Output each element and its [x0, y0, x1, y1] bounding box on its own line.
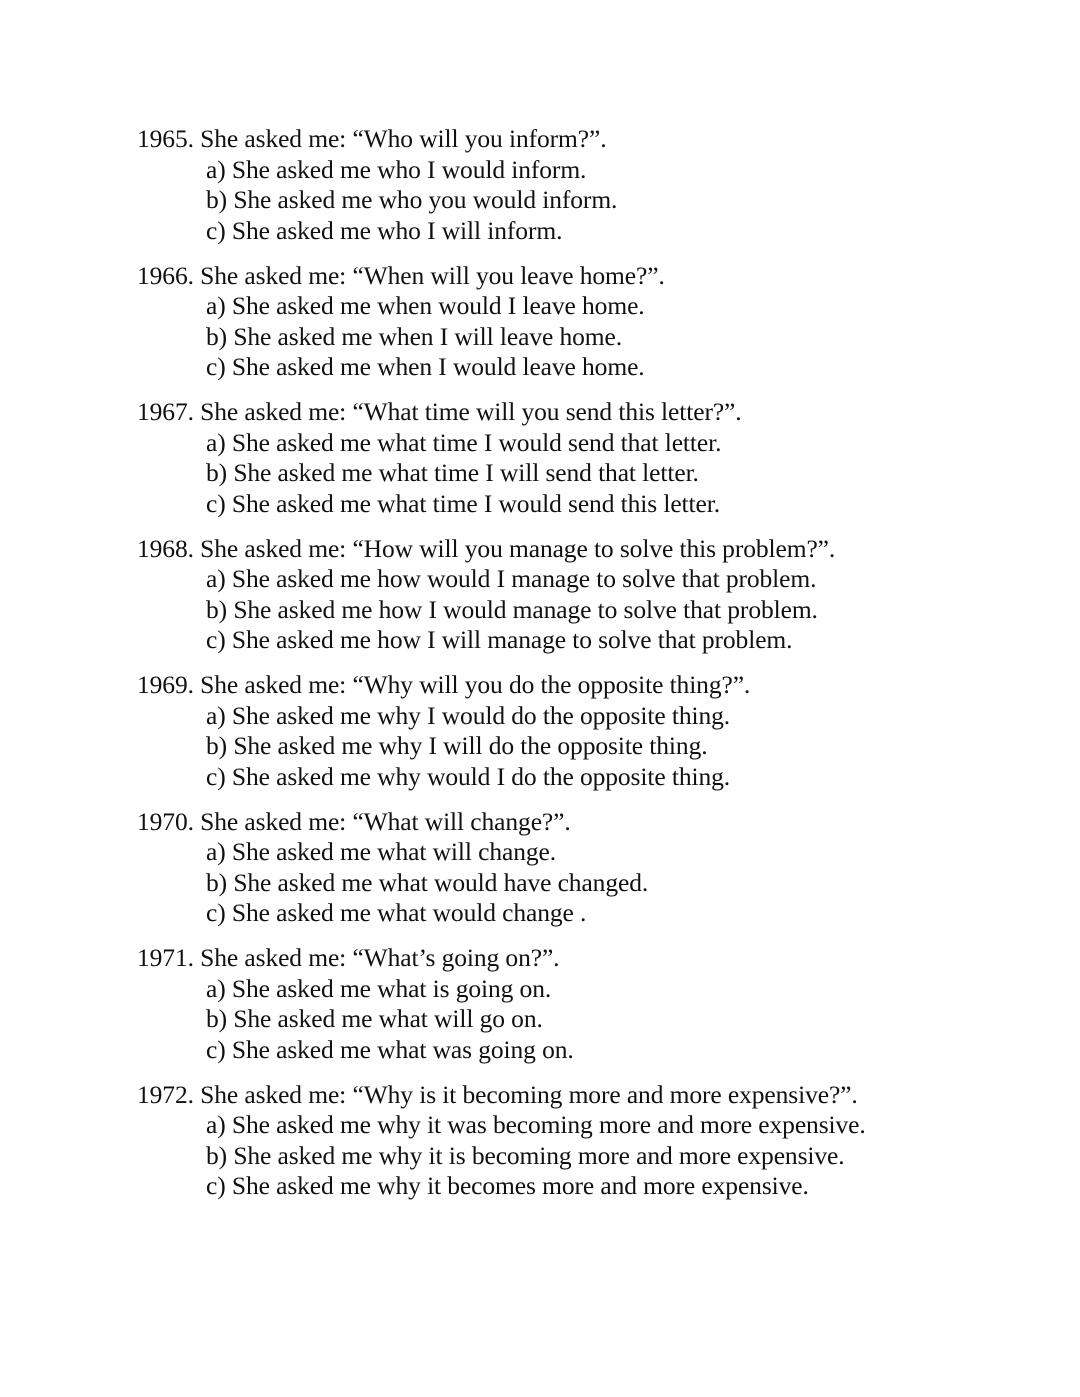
- question-text: She asked me: “Why is it becoming more and more expensive?”.: [200, 1079, 858, 1109]
- question-prompt: [137, 534, 1037, 565]
- option-b: b) She asked me what would have changed.: [206, 867, 649, 897]
- option-b: b) She asked me who you would inform.: [206, 185, 618, 214]
- question-text: She asked me: “How will you manage to solve this problem?”.: [200, 533, 836, 563]
- option-a: a) She asked me why it was becoming more and more expensive.: [206, 1110, 866, 1139]
- question-prompt: [137, 124, 1037, 155]
- question-1969: [137, 670, 1037, 792]
- question-1968: [137, 534, 1037, 656]
- option-c: c) She asked me why it becomes more and more expensive.: [206, 1171, 809, 1200]
- option-b: b) She asked me how I would manage to solve that problem.: [206, 594, 818, 624]
- question-number: 1970.: [137, 806, 194, 836]
- question-1971: [137, 943, 1037, 1065]
- option-a: a) She asked me what is going on.: [206, 973, 552, 1003]
- question-1970: [137, 807, 1037, 929]
- question-number: 1967.: [137, 397, 194, 426]
- option-a: a) She asked me why I would do the opposite thing.: [206, 700, 731, 730]
- question-1972: [137, 1080, 1037, 1202]
- document-page: [137, 124, 1037, 1216]
- option-c: c) She asked me what was going on.: [206, 1034, 574, 1064]
- question-number: 1969.: [137, 670, 194, 699]
- question-text: She asked me: “Why will you do the opposite thing?”.: [200, 670, 751, 699]
- question-prompt: [137, 670, 1037, 701]
- option-a: a) She asked me who I would inform.: [206, 154, 587, 184]
- question-1966: [137, 261, 1037, 383]
- option-c: c) She asked me what time I would send this letter.: [206, 488, 720, 518]
- question-prompt: [137, 807, 1037, 838]
- option-c: c) She asked me what would change .: [206, 898, 587, 927]
- question-number: 1972.: [137, 1079, 194, 1109]
- option-c: c) She asked me who I will inform.: [206, 215, 563, 245]
- question-1967: [137, 397, 1037, 519]
- option-b: b) She asked me when I will leave home.: [206, 321, 623, 351]
- option-a: a) She asked me what time I would send that letter.: [206, 427, 722, 457]
- question-prompt: [137, 261, 1037, 292]
- option-a: a) She asked me how would I manage to solve that problem.: [206, 564, 817, 593]
- question-prompt: [137, 943, 1037, 974]
- question-number: 1968.: [137, 533, 194, 563]
- question-prompt: [137, 397, 1037, 428]
- question-text: She asked me: “What’s going on?”.: [200, 943, 560, 972]
- option-b: b) She asked me why it is becoming more and more expensive.: [206, 1140, 845, 1170]
- option-c: c) She asked me why would I do the opposite thing.: [206, 761, 731, 791]
- question-number: 1971.: [137, 943, 194, 972]
- option-b: b) She asked me what will go on.: [206, 1004, 543, 1033]
- option-b: b) She asked me why I will do the opposite thing.: [206, 731, 708, 760]
- question-text: She asked me: “When will you leave home?”.: [200, 260, 665, 290]
- question-text: She asked me: “Who will you inform?”.: [200, 124, 607, 153]
- question-number: 1966.: [137, 260, 194, 290]
- option-c: c) She asked me when I would leave home.: [206, 352, 645, 381]
- question-number: 1965.: [137, 124, 194, 153]
- option-c: c) She asked me how I will manage to solve that problem.: [206, 625, 793, 654]
- question-text: She asked me: “What time will you send this letter?”.: [200, 397, 742, 426]
- question-prompt: [137, 1080, 1037, 1111]
- question-text: She asked me: “What will change?”.: [200, 806, 571, 836]
- option-a: a) She asked me what will change.: [206, 837, 557, 866]
- question-1965: [137, 124, 1037, 246]
- option-a: a) She asked me when would I leave home.: [206, 291, 645, 320]
- option-b: b) She asked me what time I will send that letter.: [206, 458, 699, 487]
